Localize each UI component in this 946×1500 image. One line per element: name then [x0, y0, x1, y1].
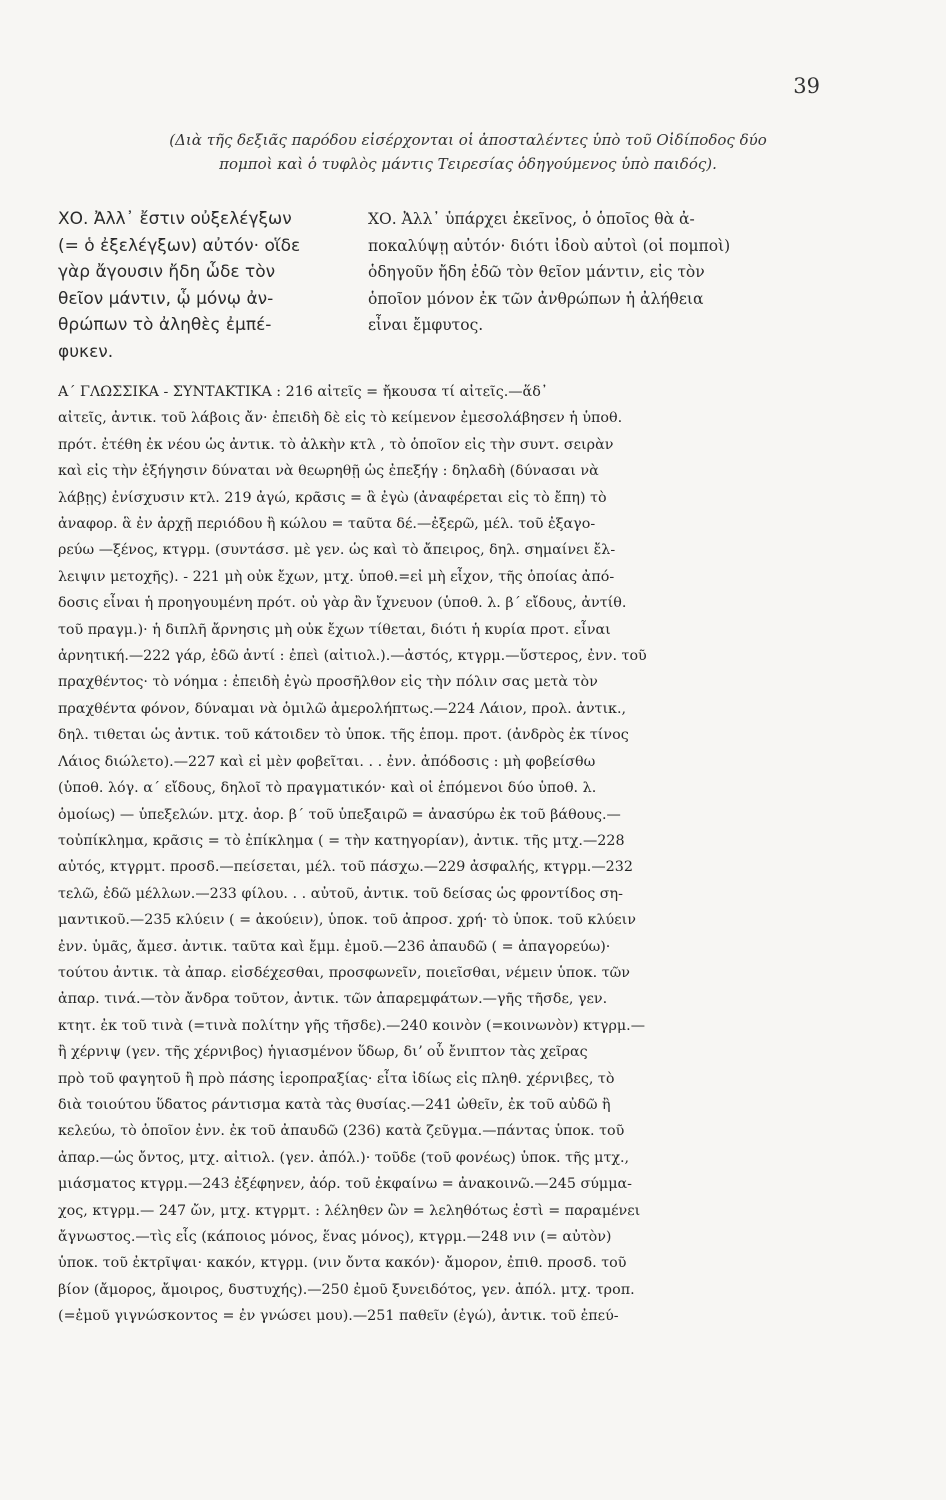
commentary-line: τοὐπίκλημα, κρᾶσις = τὸ ἐπίκλημα ( = τὴν κατηγορίαν), ἀντικ. τῆς μτχ.—228: [58, 832, 625, 849]
commentary-line: διὰ τοιούτου ὕδατος ράντισμα κατὰ τὰς θυσίας.—241 ὠθεῖν, ἐκ τοῦ αὐδῶ ἢ: [58, 1096, 611, 1113]
commentary-line: ἀπαρ. τινά.—τὸν ἄνδρα τοῦτον, ἀντικ. τῶν ἀπαρεμφάτων.—γῆς τῆσδε, γεν.: [58, 991, 608, 1008]
commentary-line: ὑποκ. τοῦ ἐκτρῖψαι· κακόν, κτγρμ. (νιν ὄντα κακόν)· ἄμορον, ἐπιθ. προσδ. τοῦ: [58, 1255, 627, 1272]
stage-direction: [118, 128, 818, 176]
commentary-line: πρότ. ἐτέθη ἐκ νέου ὡς ἀντικ. τὸ ἀλκὴν κτλ , τὸ ὁποῖον εἰς τὴν συντ. σειρὰν: [58, 436, 614, 453]
greek-text-column: [58, 206, 348, 365]
commentary-line: λάβῃς) ἐνίσχυσιν κτλ. 219 ἀγώ, κρᾶσις = ἃ ἐγὼ (ἀναφέρεται εἰς τὸ ἔπη) τὸ: [58, 489, 607, 506]
commentary-line: ἀπαρ.—ὡς ὄντος, μτχ. αἰτιολ. (γεν. ἀπόλ.)· τοῦδε (τοῦ φονέως) ὑποκ. τῆς μτχ.,: [58, 1149, 630, 1166]
commentary-line: πραχθέντα φόνον, δύναμαι νὰ ὁμιλῶ ἀμερολήπτως.—224 Λάιον, προλ. ἀντικ.,: [58, 700, 627, 717]
commentary-section: [58, 379, 818, 1330]
commentary-line: μαντικοῦ.—235 κλύειν ( = ἀκούειν), ὑποκ. τοῦ ἀπροσ. χρή· τὸ ὑποκ. τοῦ κλύειν: [58, 912, 636, 929]
commentary-line: πραχθέντος· τὸ νόημα : ἐπειδὴ ἐγὼ προσῆλθον εἰς τὴν πόλιν σας μετὰ τὸν: [58, 674, 598, 691]
commentary-line: Α΄ ΓΛΩΣΣΙΚΑ - ΣΥΝΤΑΚΤΙΚΑ : 216 αἰτεῖς = ἤκουσα τί αἰτεῖς.—ἅδ᾽: [58, 384, 548, 400]
commentary-line: δοσις εἶναι ἡ προηγουμένη πρότ. οὐ γὰρ ἂν ἴχνευον (ὑποθ. λ. β΄ εἴδους, ἀντίθ.: [58, 595, 627, 612]
translation-line: εἶναι ἔμφυτος.: [368, 316, 484, 334]
stage-direction-line: πομποὶ καὶ ὁ τυφλὸς μάντις Τειρεσίας ὁδηγούμενος ὑπὸ παιδός).: [219, 155, 717, 173]
commentary-line: χος, κτγρμ.— 247 ὤν, μτχ. κτγρμτ. : λέληθεν ὢν = λεληθότως ἐστὶ = παραμένει: [58, 1202, 641, 1219]
commentary-line: δηλ. τιθεται ὡς ἀντικ. τοῦ κάτοιδεν τὸ ὑποκ. τῆς ἑπομ. προτ. (ἀνδρὸς ἐκ τίνος: [58, 727, 629, 744]
commentary-line: (ὑποθ. λόγ. α΄ εἴδους, δηλοῖ τὸ πραγματικόν· καὶ οἱ ἑπόμενοι δύο ὑποθ. λ.: [58, 780, 597, 797]
commentary-line: ἐνν. ὑμᾶς, ἄμεσ. ἀντικ. ταῦτα καὶ ἔμμ. ἐμοῦ.—236 ἀπαυδῶ ( = ἀπαγορεύω)·: [58, 938, 611, 955]
translation-line: ΧΟ. Ἀλλ᾽ ὑπάρχει ἐκεῖνος, ὁ ὁποῖος θὰ ἀ-: [368, 210, 695, 228]
commentary-line: ὁμοίως) — ὑπεξελών. μτχ. ἀορ. β΄ τοῦ ὑπεξαιρῶ = ἀνασύρω ἐκ τοῦ βάθους.—: [58, 806, 621, 823]
commentary-line: ἀναφορ. ἃ ἐν ἀρχῇ περιόδου ἢ κώλου = ταῦτα δέ.—ἐξερῶ, μέλ. τοῦ ἐξαγο-: [58, 516, 596, 533]
commentary-line: λειψιν μετοχῆς). - 221 μὴ οὐκ ἔχων, μτχ. ὑποθ.=εἰ μὴ εἶχον, τῆς ὁποίας ἀπό-: [58, 568, 615, 585]
greek-text-line: γὰρ ἄγουσιν ἤδη ὧδε τὸν: [58, 262, 276, 282]
commentary-line: τοῦ πραγμ.)· ἡ διπλῆ ἄρνησις μὴ οὐκ ἔχων τίθεται, διότι ἡ κυρία προτ. εἶναι: [58, 621, 611, 638]
translation-line: ὁποῖον μόνον ἐκ τῶν ἀνθρώπων ἡ ἀλήθεια: [368, 289, 704, 308]
commentary-line: κτητ. ἐκ τοῦ τινὰ (=τινὰ πολίτην γῆς τῆσδε).—240 κοινὸν (=κοινωνὸν) κτγρμ.—: [58, 1017, 646, 1034]
commentary-line: (=ἐμοῦ γιγνώσκοντος = ἐν γνώσει μου).—251 παθεῖν (ἐγώ), ἀντικ. τοῦ ἐπεύ-: [58, 1308, 619, 1325]
commentary-line: τούτου ἀντικ. τὰ ἀπαρ. εἰσδέχεσθαι, προσφωνεῖν, ποιεῖσθαι, νέμειν ὑποκ. τῶν: [58, 964, 631, 981]
commentary-line: αἰτεῖς, ἀντικ. τοῦ λάβοις ἄν· ἐπειδὴ δὲ εἰς τὸ κείμενον ἐμεσολάβησεν ἡ ὑποθ.: [58, 410, 623, 427]
commentary-line: πρὸ τοῦ φαγητοῦ ἢ πρὸ πάσης ἱεροπραξίας· εἶτα ἰδίως εἰς πληθ. χέρνιβες, τὸ: [58, 1070, 615, 1087]
stage-direction-line: (Διὰ τῆς δεξιᾶς παρόδου εἰσέρχονται οἱ ἀποσταλέντες ὑπὸ τοῦ Οἰδίποδος δύο: [169, 131, 767, 149]
translation-column: [368, 206, 820, 339]
commentary-line: βίον (ἄμορος, ἄμοιρος, δυστυχής).—250 ἐμοῦ ξυνειδότος, γεν. ἀπόλ. μτχ. τροπ.: [58, 1281, 635, 1298]
commentary-line: αὐτός, κτγρμτ. προσδ.—πείσεται, μέλ. τοῦ πάσχω.—229 ἀσφαλής, κτγρμ.—232: [58, 859, 633, 876]
greek-text-line: φυκεν.: [58, 341, 114, 362]
greek-text-line: ΧΟ. Ἀλλ᾽ ἔστιν οὐξελέγξων: [58, 209, 292, 229]
commentary-line: ἀρνητική.—222 γάρ, ἐδῶ ἀντί : ἐπεὶ (αἰτιολ.).—ἀστός, κτγρμ.—ὕστερος, ἐνν. τοῦ: [58, 648, 647, 665]
translation-line: ὁδηγοῦν ἤδη ἐδῶ τὸν θεῖον μάντιν, εἰς τὸν: [368, 263, 705, 281]
greek-text-line: (= ὁ ἐξελέγξων) αὐτόν· οἵδε: [58, 235, 301, 256]
greek-text-line: θρώπων τὸ ἀληθὲς ἐμπέ-: [58, 315, 272, 335]
commentary-line: Λάιος διώλετο).—227 καὶ εἰ μὲν φοβεῖται. . . ἐνν. ἀπόδοσις : μὴ φοβείσθω: [58, 753, 596, 770]
commentary-line: ἄγνωστος.—τὶς εἷς (κάποιος μόνος, ἕνας μόνος), κτγρμ.—248 νιν (= αὐτὸν): [58, 1229, 612, 1245]
commentary-line: κελεύω, τὸ ὁποῖον ἐνν. ἐκ τοῦ ἀπαυδῶ (236) κατὰ ζεῦγμα.—πάντας ὑποκ. τοῦ: [58, 1123, 625, 1140]
greek-text-line: θεῖον μάντιν, ᾧ μόνῳ ἀν-: [58, 288, 274, 309]
page-number: 39: [793, 74, 820, 98]
commentary-line: ἢ χέρνιψ (γεν. τῆς χέρνιβος) ἡγιασμένον ὕδωρ, διʼ οὗ ἔνιπτον τὰς χεῖρας: [58, 1044, 588, 1061]
commentary-line: τελῶ, ἐδῶ μέλλων.—233 φίλου. . . αὐτοῦ, ἀντικ. τοῦ δείσας ὡς φροντίδος ση-: [58, 885, 623, 902]
translation-line: ποκαλύψῃ αὐτόν· διότι ἰδοὺ αὐτοὶ (οἱ πομποὶ): [368, 236, 731, 255]
commentary-line: ρεύω —ξένος, κτγρμ. (συντάσσ. μὲ γεν. ὡς καὶ τὸ ἄπειρος, δηλ. σημαίνει ἔλ-: [58, 542, 616, 559]
commentary-line: καὶ εἰς τὴν ἐξήγησιν δύναται νὰ θεωρηθῇ ὡς ἐπεξήγ : δηλαδὴ (δύνασαι νὰ: [58, 463, 599, 480]
commentary-line: μιάσματος κτγρμ.—243 ἐξέφηνεν, ἀόρ. τοῦ ἐκφαίνω = ἀνακοινῶ.—245 σύμμα-: [58, 1176, 632, 1193]
